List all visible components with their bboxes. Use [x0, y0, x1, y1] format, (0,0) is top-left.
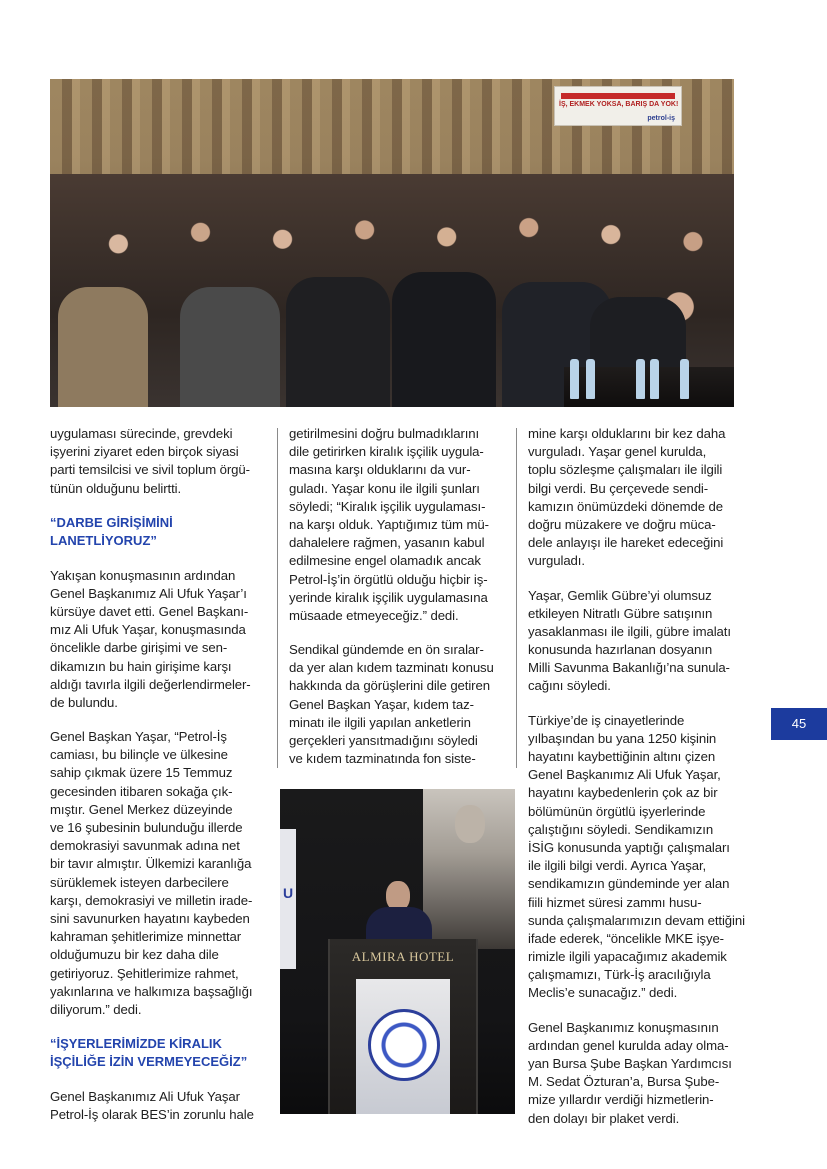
body-text-line: den dolayı bir plaket verdi. [528, 1110, 680, 1126]
body-text-line: sendikamızın gündeminde yer alan [528, 876, 730, 892]
body-text-line: ve kıdem tazminatında fon siste- [289, 751, 476, 767]
body-text-line: ardından genel kurulda aday olma- [528, 1037, 729, 1053]
union-emblem-icon [368, 1009, 440, 1081]
body-text-line: mıştır. Genel Merkez düzeyinde [50, 801, 233, 817]
paragraph-gap [528, 1003, 744, 1019]
section-heading-line: “İŞYERLERİMİZDE KİRALIK [50, 1036, 222, 1052]
body-text-line: dele anlayışı ile hareket edeceğini [528, 535, 724, 551]
body-text-line: Petrol-İş olarak BES’in zorunlu hale [50, 1107, 254, 1123]
speaker-podium-photo [280, 789, 515, 1114]
podium-panel [356, 979, 450, 1114]
water-bottle [636, 359, 645, 399]
body-text-line: Genel Başkanımız konuşmasının [528, 1019, 719, 1035]
body-text-line: na karşı olduk. Yaptığımız tüm mü- [289, 516, 489, 532]
body-text-line: dikamızın bu hain girişime karşı [50, 658, 232, 674]
front-row-person [58, 287, 148, 407]
body-text-line: gecesinden itibaren sokağa çık- [50, 783, 233, 799]
body-text-line: Milli Savunma Bakanlığı’na sunula- [528, 660, 730, 676]
banner-slogan-text: İŞ, EKMEK YOKSA, BARIŞ DA YOK! [559, 101, 679, 108]
water-bottle [586, 359, 595, 399]
body-text-line: Meclis’e sunacağız.” dedi. [528, 985, 678, 1001]
banner-logo-text: petrol-iş [647, 115, 675, 122]
body-text-line: kahraman şehitlerimize minnettar [50, 929, 242, 945]
body-text-line: uygulaması sürecinde, grevdeki [50, 426, 233, 441]
podium [328, 939, 478, 1114]
text-column-2 [289, 425, 505, 768]
paragraph-gap [528, 571, 744, 587]
paragraph-gap [50, 1072, 266, 1088]
side-banner-letter: U [283, 885, 294, 901]
paragraph-gap [50, 551, 266, 567]
banner-slogan-stripe [561, 93, 675, 99]
section-heading-line: “DARBE GİRİŞİMİNİ [50, 514, 173, 530]
body-text-line: doğru müzakere ve doğru müca- [528, 516, 716, 532]
water-bottle [680, 359, 689, 399]
body-text-line: gerçekleri yansıtmadığını söyledi [289, 733, 478, 748]
front-row-person [392, 272, 496, 407]
front-row-person [180, 287, 280, 407]
body-text-line: cağını söyledi. [528, 678, 611, 694]
body-text-line: yerinde kiralık işçilik uygulamasına [289, 589, 488, 605]
body-text-line: ve 16 şubesinin bulunduğu illerde [50, 820, 243, 835]
water-bottle [570, 359, 579, 399]
body-text-line: müsaade etmeyeceğiz.” dedi. [289, 607, 459, 623]
paragraph-gap [50, 498, 266, 514]
portrait-head [455, 805, 485, 843]
body-text-line: sahip çıkmak üzere 15 Temmuz [50, 765, 233, 781]
body-text-line: masına karşı olduklarını da vur- [289, 462, 471, 478]
body-text-line: hakkında da görüşlerini dile getiren [289, 678, 490, 694]
podium-hotel-name: ALMIRA HOTEL [351, 949, 455, 964]
body-text-line: getirilmesini doğru bulmadıklarını [289, 426, 480, 441]
water-bottle [650, 359, 659, 399]
body-text-line: bölümünün örgütlü işyerlerinde [528, 803, 706, 819]
body-text-line: dahalelere rağmen, yasanın kabul [289, 535, 485, 551]
body-text-line: sürüklemek isteyen darbecilere [50, 874, 229, 890]
body-text-line: sunda çalışmalarımızın devam ettiğini [528, 912, 745, 928]
body-text-line: de bulundu. [50, 694, 118, 710]
section-heading-line: LANETLİYORUZ” [50, 533, 157, 549]
page-number-tab: 45 [771, 708, 827, 740]
body-text-line: ifade ederek, “öncelikle MKE işye- [528, 930, 724, 946]
paragraph-gap [50, 1019, 266, 1035]
body-text-line: yılbaşından bu yana 1250 kişinin [528, 730, 717, 746]
body-text-line: dile getirirken kiralık işçilik uygula- [289, 444, 484, 460]
body-text-line: kürsüye davet etti. Genel Başkanı- [50, 603, 249, 619]
body-text-line: Genel Başkanımız Ali Ufuk Yaşar, [528, 767, 721, 783]
body-text-line: kamızın önümüzdeki dönemde de [528, 498, 724, 514]
body-text-line: söyledi; “Kiralık işçilik uygulaması- [289, 498, 486, 514]
body-text-line: Yakışan konuşmasının ardından [50, 567, 236, 583]
body-text-line: M. Sedat Özturan’a, Bursa Şube- [528, 1074, 720, 1090]
body-text-line: çalıştığını söyledi. Sendikamızın [528, 821, 714, 837]
column-divider [516, 428, 517, 768]
body-text-line: bilgi verdi. Bu çerçevede sendi- [528, 480, 709, 496]
body-text-line: Petrol-İş’in örgütlü olduğu hiçbir iş- [289, 571, 488, 587]
body-text-line: Genel Başkanımız Ali Ufuk Yaşar [50, 1088, 240, 1104]
body-text-line: konusunda hazırlanan dosyanın [528, 642, 713, 658]
ataturk-portrait [423, 789, 515, 949]
paragraph-gap [50, 712, 266, 728]
body-text-line: ile ilgili bilgi verdi. Ayrıca Yaşar, [528, 858, 707, 874]
body-text-line: tünün olduğunu belirtti. [50, 480, 182, 496]
body-text-line: demokrasiyi savunmak adına net [50, 838, 240, 854]
body-text-line: da yer alan kıdem tazminatı konusu [289, 660, 494, 676]
body-text-line: olduğumuzu bir kez daha dile [50, 947, 219, 963]
event-banner [554, 86, 682, 126]
body-text-line: karşı, demokrasiyi ve milletin irade- [50, 892, 253, 908]
body-text-line: mize yıllardır verdiği hizmetlerin- [528, 1092, 714, 1108]
text-column-1 [50, 425, 266, 1124]
body-text-line: yasaklanması ile ilgili, gübre imalatı [528, 623, 731, 639]
body-text-line: öncelikle darbe girişimi ve sen- [50, 640, 228, 656]
body-text-line: mine karşı olduklarını bir kez daha [528, 426, 726, 441]
body-text-line: Sendikal gündemde en ön sıralar- [289, 642, 484, 658]
side-banner [280, 829, 296, 969]
section-heading-line: İŞÇİLİĞE İZİN VERMEYECEĞİZ” [50, 1054, 248, 1070]
body-text-line: guladı. Yaşar konu ile ilgili şunları [289, 480, 480, 496]
body-text-line: camiası, bu bilinçle ve ülkesine [50, 747, 228, 763]
body-text-line: toplu sözleşme çalışmaları ile ilgili [528, 462, 723, 478]
body-text-line: Yaşar, Gemlik Gübre’yi olumsuz [528, 587, 712, 603]
body-text-line: vurguladı. Yaşar genel kurulda, [528, 444, 707, 460]
conference-audience-photo [50, 79, 734, 407]
body-text-line: mız Ali Ufuk Yaşar, konuşmasında [50, 622, 246, 638]
paragraph-gap [289, 625, 505, 641]
text-column-3 [528, 425, 744, 1128]
body-text-line: Genel Başkan Yaşar, kıdem taz- [289, 696, 474, 712]
body-text-line: çalışmamızı, Türk-İş aracılığıyla [528, 967, 711, 983]
front-row-person [286, 277, 390, 407]
body-text-line: yakınlarına ve halkımıza başsağlığı [50, 983, 253, 999]
body-text-line: yan Bursa Şube Başkan Yardımcısı [528, 1056, 732, 1071]
body-text-line: etkileyen Nitratlı Gübre satışının [528, 605, 713, 621]
body-text-line: fiili hizmet süresi zammı husu- [528, 894, 702, 910]
body-text-line: minatı ile ilgili yapılan anketlerin [289, 714, 471, 730]
body-text-line: rimizle ilgili yapacağımız akademik [528, 949, 727, 965]
body-text-line: sini savunurken hayatını kaybeden [50, 910, 250, 926]
body-text-line: Genel Başkan Yaşar, “Petrol-İş [50, 729, 227, 745]
body-text-line: edilmesine engel olamadık ancak [289, 553, 481, 569]
body-text-line: hayatını kaybettiğinin altını çizen [528, 749, 716, 764]
column-divider [277, 428, 278, 768]
body-text-line: parti temsilcisi ve sivil toplum örgü- [50, 462, 250, 478]
body-text-line: İSİG konusunda yaptığı çalışmaları [528, 839, 730, 855]
body-text-line: hayatını kaybedenlerin çok az bir [528, 785, 718, 801]
body-text-line: Türkiye’de iş cinayetlerinde [528, 712, 685, 728]
body-text-line: işyerini ziyaret eden birçok siyasi [50, 444, 239, 460]
body-text-line: diliyorum.” dedi. [50, 1001, 142, 1017]
body-text-line: getiriyoruz. Şehitlerimize rahmet, [50, 965, 239, 981]
body-text-line: Genel Başkanımız Ali Ufuk Yaşar’ı [50, 585, 247, 601]
body-text-line: vurguladı. [528, 553, 585, 569]
paragraph-gap [528, 696, 744, 712]
body-text-line: bir tavır almıştır. Ülkemizi karanlığa [50, 856, 252, 872]
body-text-line: aldığı tavırla ilgili değerlendirmeler- [50, 676, 251, 692]
